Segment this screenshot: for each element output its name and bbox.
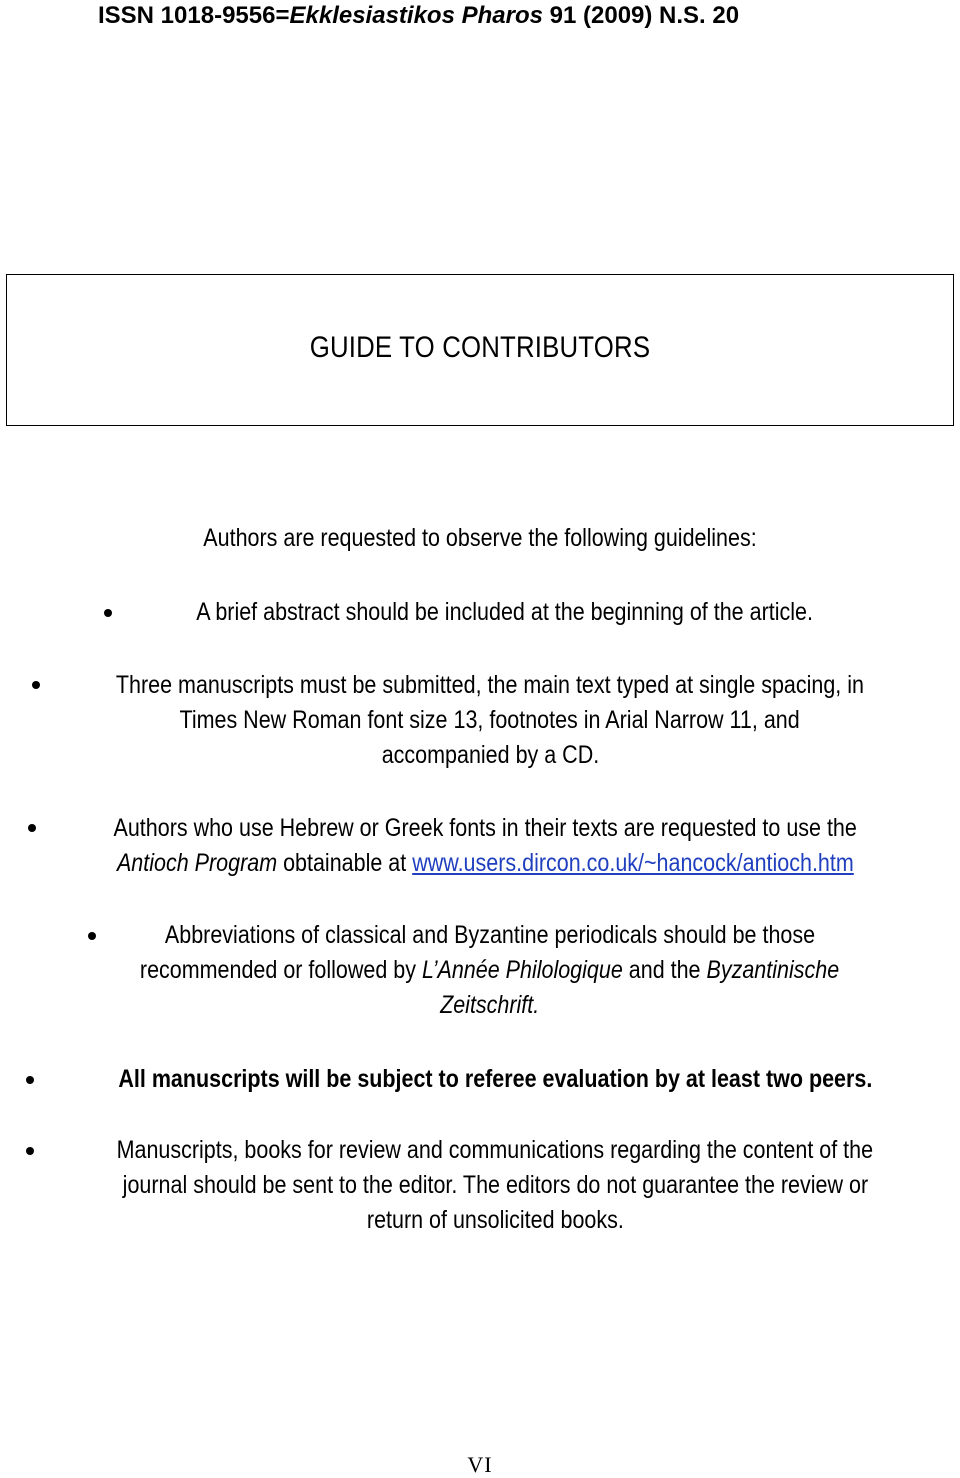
journal-header	[98, 2, 739, 30]
journal-name: Ekklesiastikos Pharos	[289, 2, 543, 29]
intro-text: Authors are requested to observe the following guidelines:	[203, 524, 757, 552]
guideline-abbreviations: Abbreviations of classical and Byzantine periodicals should be those recommended or followed by L’Année Philologique and the Byzantinische Zeitschrift.	[140, 921, 840, 1019]
guideline-review: Manuscripts, books for review and communications regarding the content of the journal should be sent to the editor. The editors do not guarantee the review or return of unsolicited books.	[116, 1136, 874, 1234]
guideline-manuscripts: Three manuscripts must be submitted, the main text typed at single spacing, in Times New Roman font size 13, footnotes in Arial Narrow 11, and accompanied by a CD.	[115, 671, 865, 769]
page-title: GUIDE TO CONTRIBUTORS	[309, 331, 651, 364]
guideline-fonts: Authors who use Hebrew or Greek fonts in their texts are requested to use the Antioch Program obtainable at www.users.dircon.co.uk/~hancock/antioch.htm	[113, 814, 857, 877]
antioch-link[interactable]: www.users.dircon.co.uk/~hancock/antioch.htm	[411, 849, 854, 877]
antioch-program-name: Antioch Program	[116, 849, 277, 877]
guideline-referee: All manuscripts will be subject to referee evaluation by at least two peers.	[118, 1065, 872, 1093]
issue-text: 91 (2009) N.S. 20	[542, 2, 740, 29]
issn-text: ISSN 1018-9556=	[98, 2, 290, 29]
page-number: VI	[467, 1452, 493, 1477]
bullet-icon	[32, 681, 40, 689]
title-box	[6, 274, 954, 426]
guideline-abstract: A brief abstract should be included at the beginning of the article.	[196, 598, 814, 626]
